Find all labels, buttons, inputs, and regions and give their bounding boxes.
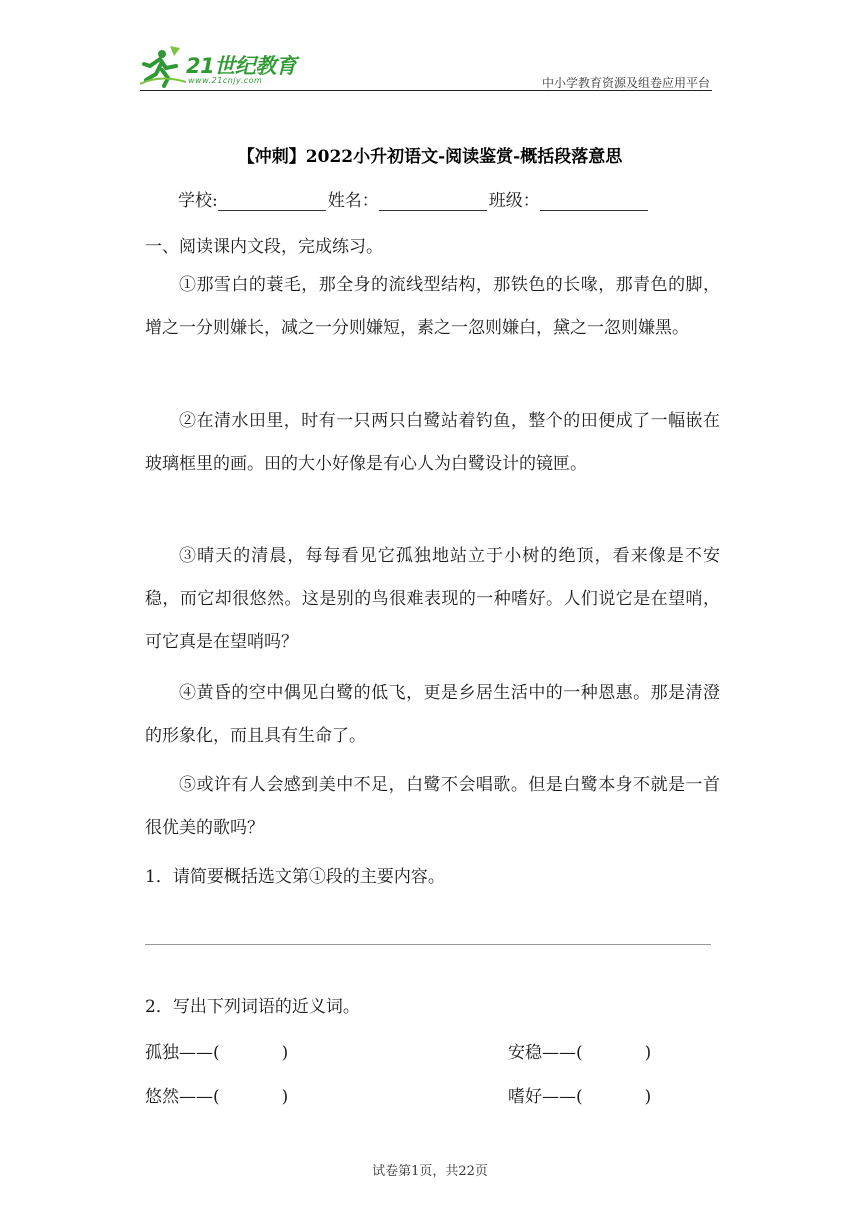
logo-url: www.21cnjy.com <box>188 76 263 85</box>
school-blank[interactable] <box>218 192 326 211</box>
platform-label: 中小学教育资源及组卷应用平台 <box>541 76 710 90</box>
name-label: 姓名： <box>327 191 379 211</box>
page-footer: 试卷第1页，共22页 <box>372 1164 488 1179</box>
paragraph-5: ⑤或许有人会感到美中不足，白鹭不会唱歌。但是白鹭本身不就是一首很优美的歌吗？ <box>145 775 720 838</box>
synonym-close: ) <box>281 1043 289 1063</box>
synonym-word: 安稳——( <box>508 1043 583 1063</box>
synonym-item <box>145 1082 288 1107</box>
question-1: 1．请简要概括选文第①段的主要内容。 <box>145 867 445 887</box>
page-title: 【冲刺】2022小升初语文-阅读鉴赏-概括段落意思 <box>237 147 623 167</box>
synonym-close: ) <box>281 1087 289 1107</box>
synonym-item <box>508 1082 651 1107</box>
logo-text: 21世纪教育 <box>186 54 297 78</box>
synonym-item <box>145 1038 288 1063</box>
paragraph-2: ②在清水田里，时有一只两只白鹭站着钓鱼，整个的田便成了一幅嵌在玻璃框里的画。田的大小好像是有心人为白鹭设计的镜匣。 <box>145 411 720 474</box>
school-label: 学校: <box>178 191 218 211</box>
paragraph-4: ④黄昏的空中偶见白鹭的低飞，更是乡居生活中的一种恩惠。那是清澄的形象化，而且具有生命了。 <box>145 683 720 746</box>
question-2: 2．写出下列词语的近义词。 <box>145 997 360 1017</box>
class-label: 班级： <box>488 191 540 211</box>
site-logo[interactable] <box>140 44 320 90</box>
section-heading: 一、阅读课内文段，完成练习。 <box>145 237 383 257</box>
synonym-close: ) <box>644 1043 652 1063</box>
student-info <box>178 186 650 211</box>
synonym-word: 悠然——( <box>145 1087 220 1107</box>
synonym-close: ) <box>644 1087 652 1107</box>
paragraph-1: ①那雪白的蓑毛，那全身的流线型结构，那铁色的长喙，那青色的脚，增之一分则嫌长，减之一分则嫌短，素之一忽则嫌白，黛之一忽则嫌黑。 <box>145 275 720 338</box>
header-divider <box>140 90 712 91</box>
page-header <box>140 44 712 90</box>
paragraph-3: ③晴天的清晨，每每看见它孤独地站立于小树的绝顶，看来像是不安稳，而它却很悠然。这是别的鸟很难表现的一种嗜好。人们说它是在望哨，可它真是在望哨吗？ <box>145 546 720 652</box>
name-blank[interactable] <box>379 192 487 211</box>
runner-icon <box>140 44 188 88</box>
synonym-item <box>508 1038 651 1063</box>
class-blank[interactable] <box>540 192 648 211</box>
synonym-word: 孤独——( <box>145 1043 220 1063</box>
answer-line[interactable] <box>145 944 711 945</box>
synonym-word: 嗜好——( <box>508 1087 583 1107</box>
